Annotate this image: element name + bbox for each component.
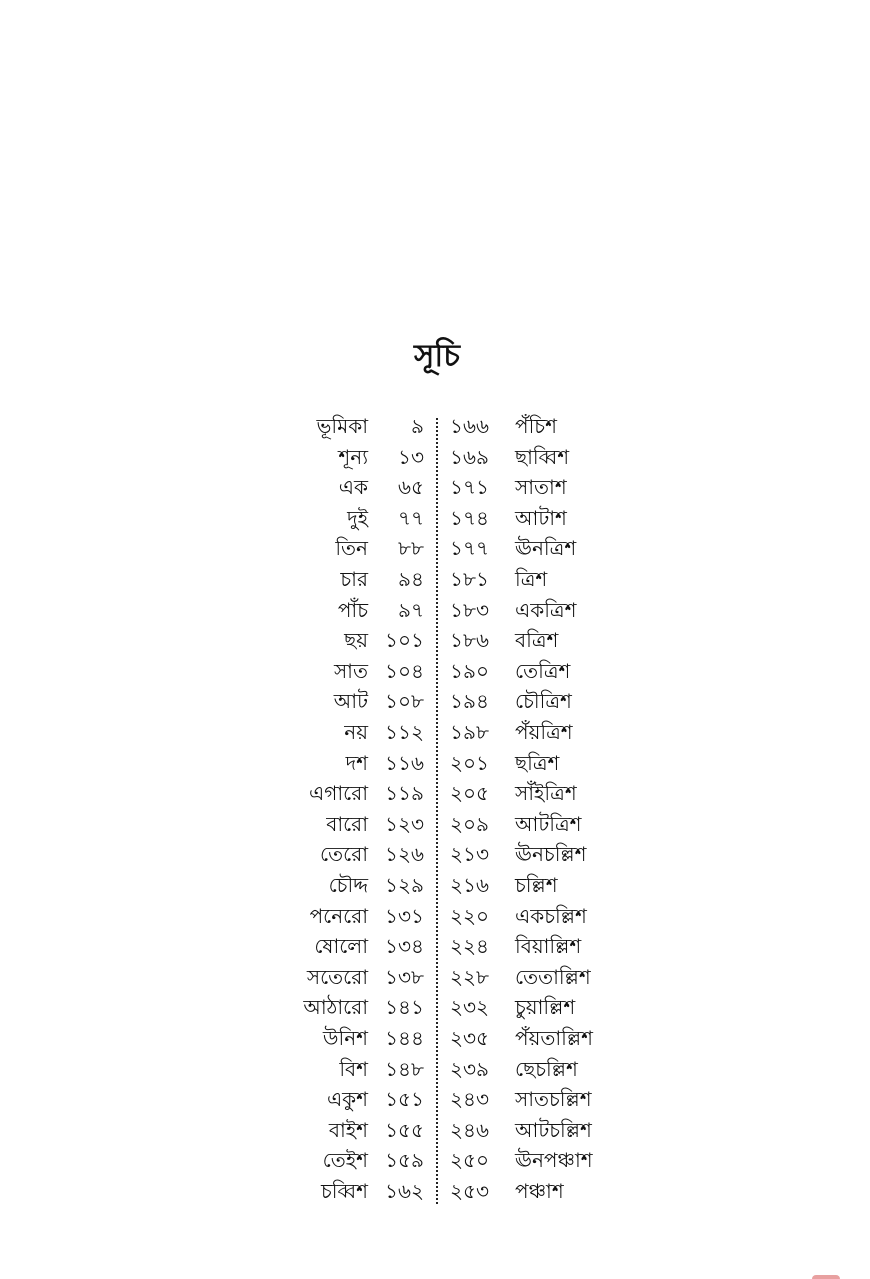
toc-row — [0, 870, 870, 900]
toc-chapter-title: সতেরো — [306, 964, 368, 989]
toc-page-number: ১০১ — [385, 628, 424, 653]
toc-chapter-title: ত্রিশ — [515, 567, 548, 591]
toc-page-number: ১০৮ — [385, 689, 424, 714]
toc-chapter-title: বিশ — [339, 1056, 368, 1081]
toc-row — [0, 686, 870, 716]
toc-chapter-title: সাঁইত্রিশ — [515, 781, 577, 806]
toc-page-number: ৯৪ — [398, 567, 424, 591]
toc-page-number: ৯৭ — [398, 597, 424, 622]
toc-page-number: ১৬৬ — [450, 414, 489, 438]
toc-page-number: ১০৪ — [385, 658, 424, 683]
toc-page-number: ১৭১ — [450, 475, 489, 500]
toc-row — [0, 533, 870, 563]
toc-page-number: ১৭৭ — [450, 536, 489, 561]
toc-chapter-title: পঁয়তাল্লিশ — [515, 1026, 593, 1050]
toc-page-number: ১৮৩ — [450, 597, 489, 622]
toc-chapter-title: বারো — [326, 811, 368, 836]
toc-chapter-title: আঠারো — [303, 995, 368, 1020]
toc-chapter-title: একুশ — [326, 1087, 368, 1112]
toc-chapter-title: পাঁচ — [337, 597, 368, 622]
toc-page-number: ১২৩ — [385, 811, 424, 836]
toc-chapter-title: চৌদ্দ — [328, 873, 368, 897]
toc-page-number: ২৩২ — [450, 995, 490, 1020]
toc-page-number: ২১৬ — [450, 873, 489, 897]
toc-page-number: ১১৬ — [385, 750, 424, 775]
toc-page-number: ২২৮ — [450, 964, 489, 989]
toc-chapter-title: বত্রিশ — [515, 628, 559, 653]
toc-chapter-title: শূন্য — [338, 444, 368, 469]
toc-page-number: ১৬২ — [385, 1179, 424, 1203]
toc-chapter-title: ঊনত্রিশ — [515, 536, 577, 561]
toc-row — [0, 1176, 870, 1206]
toc-page-number: ১৮৬ — [450, 628, 489, 653]
toc-page-number: ১৩৪ — [385, 934, 424, 959]
toc-chapter-title: একচল্লিশ — [515, 903, 587, 928]
toc-row — [0, 901, 870, 931]
toc-chapter-title: নয় — [344, 720, 368, 744]
toc-row — [0, 1115, 870, 1145]
toc-page-number: ১৯৪ — [450, 689, 489, 714]
toc-page-number: ৭৭ — [397, 505, 424, 530]
toc-chapter-title: আটচল্লিশ — [515, 1117, 592, 1142]
toc-row — [0, 1023, 870, 1053]
toc-chapter-title: চৌত্রিশ — [515, 689, 572, 714]
toc-chapter-title: দশ — [345, 750, 368, 775]
toc-row — [0, 595, 870, 625]
toc-row — [0, 656, 870, 686]
toc-row — [0, 717, 870, 747]
toc-page-number: ১৮১ — [450, 567, 489, 591]
toc-chapter-title: ছয় — [344, 628, 368, 653]
toc-chapter-title: একত্রিশ — [515, 597, 577, 622]
toc-page-number: ২৪৬ — [450, 1117, 489, 1142]
toc-row — [0, 809, 870, 839]
toc-chapter-title: এক — [338, 475, 368, 500]
toc-row — [0, 839, 870, 869]
toc-page-number: ২৩৫ — [450, 1026, 489, 1050]
toc-chapter-title: বাইশ — [328, 1117, 368, 1142]
toc-page-number: ২৩৯ — [450, 1056, 489, 1081]
toc-chapter-title: সাতচল্লিশ — [515, 1087, 592, 1112]
toc-chapter-title: ষোলো — [314, 934, 368, 959]
toc-chapter-title: সাত — [333, 658, 368, 683]
toc-page-number: ১৫৯ — [385, 1148, 424, 1173]
toc-page-number: ১১৯ — [385, 781, 424, 806]
toc-chapter-title: ছাব্বিশ — [515, 444, 570, 469]
toc-page-number: ১৪৪ — [385, 1026, 424, 1050]
toc-chapter-title: বিয়াল্লিশ — [515, 934, 582, 959]
toc-row — [0, 1145, 870, 1175]
toc-chapter-title: দুই — [347, 505, 368, 530]
toc-page-number: ২০৫ — [450, 781, 489, 806]
toc-chapter-title: তেরো — [320, 842, 368, 867]
toc-chapter-title: তেতাল্লিশ — [515, 964, 591, 989]
toc-row — [0, 748, 870, 778]
toc-chapter-title: সাতাশ — [515, 475, 567, 500]
toc-page-number: ১৫৫ — [385, 1117, 424, 1142]
toc-chapter-title: চব্বিশ — [321, 1179, 368, 1203]
toc-page-number: ৬৫ — [398, 475, 424, 500]
toc-page-number: ২০৯ — [450, 811, 489, 836]
toc-chapter-title: এগারো — [309, 781, 368, 806]
toc-row — [0, 778, 870, 808]
toc-row — [0, 992, 870, 1022]
toc-page-number: ২৫০ — [450, 1148, 489, 1173]
toc-chapter-title: তেত্রিশ — [515, 658, 571, 683]
toc-page-number: ১১২ — [385, 720, 424, 744]
toc-chapter-title: ঊনপঞ্চাশ — [515, 1148, 593, 1173]
toc-chapter-title: চল্লিশ — [515, 873, 558, 897]
toc-row — [0, 625, 870, 655]
toc-row — [0, 962, 870, 992]
toc-chapter-title: চুয়াল্লিশ — [515, 995, 576, 1020]
toc-chapter-title: পঞ্চাশ — [515, 1179, 564, 1203]
toc-chapter-title: ঊনচল্লিশ — [515, 842, 587, 867]
toc-page-number: ২৪৩ — [450, 1087, 489, 1112]
toc-chapter-title: পঁচিশ — [515, 414, 557, 438]
toc-row — [0, 472, 870, 502]
toc-page-number: ১২৬ — [385, 842, 424, 867]
toc-chapter-title: আট — [333, 689, 368, 714]
toc-row — [0, 442, 870, 472]
toc-chapter-title: উনিশ — [322, 1026, 368, 1050]
toc-chapter-title: আটাশ — [515, 505, 567, 530]
toc-row — [0, 411, 870, 441]
toc-page-number: ১২৯ — [385, 873, 424, 897]
toc-chapter-title: তেইশ — [322, 1148, 368, 1173]
toc-page-number: ১৭৪ — [450, 505, 489, 530]
toc-chapter-title: পঁয়ত্রিশ — [515, 720, 573, 744]
toc-chapter-title: তিন — [335, 536, 368, 561]
toc-row — [0, 503, 870, 533]
toc-page-number: ৯ — [411, 414, 424, 438]
toc-page-number: ১৩৮ — [385, 964, 424, 989]
toc-page-number: ২২৪ — [450, 934, 489, 959]
toc-page-number: ২০১ — [450, 750, 489, 775]
toc-page-number: ১৪৮ — [385, 1056, 424, 1081]
toc-chapter-title: পনেরো — [309, 903, 368, 928]
toc-chapter-title: ছত্রিশ — [515, 750, 560, 775]
toc-page-number: ২১৩ — [450, 842, 489, 867]
toc-chapter-title: ভূমিকা — [316, 414, 368, 438]
toc-page-number: ১৯০ — [450, 658, 489, 683]
toc-page-number: ৮৮ — [398, 536, 424, 561]
toc-page-number: ১৫১ — [385, 1087, 424, 1112]
corner-mark — [812, 1275, 840, 1279]
toc-row — [0, 564, 870, 594]
page-title: সূচি — [413, 338, 461, 374]
toc-chapter-title: চার — [340, 567, 368, 591]
toc-page-number: ২৫৩ — [450, 1179, 489, 1203]
toc-page-number: ১৯৮ — [450, 720, 489, 744]
toc-row — [0, 1054, 870, 1084]
toc-page-number: ২২০ — [450, 903, 490, 928]
toc-chapter-title: ছেচল্লিশ — [515, 1056, 578, 1081]
toc-page-number: ১৬৯ — [450, 444, 489, 469]
toc-page-number: ১৩ — [398, 444, 424, 469]
toc-page-number: ১৪১ — [385, 995, 424, 1020]
toc-row — [0, 1084, 870, 1114]
toc-chapter-title: আটত্রিশ — [515, 811, 582, 836]
toc-row — [0, 931, 870, 961]
toc-page-number: ১৩১ — [385, 903, 424, 928]
